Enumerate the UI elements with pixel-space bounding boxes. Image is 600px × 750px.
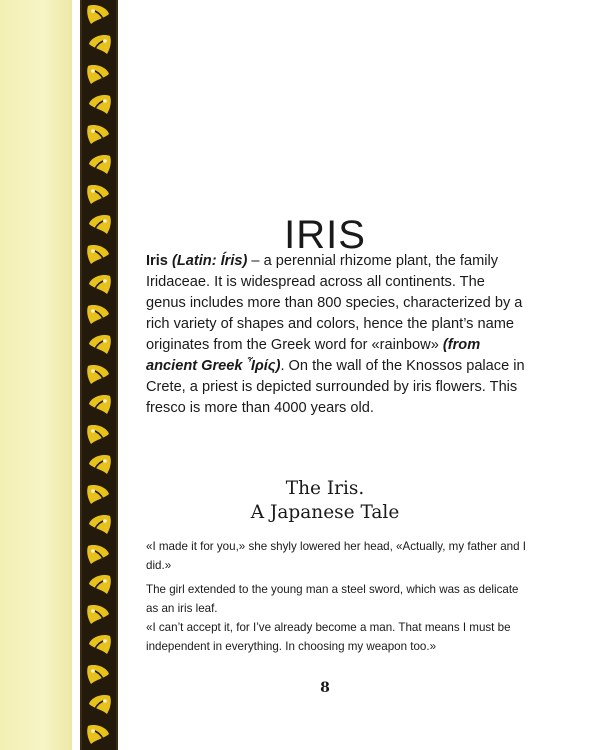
iris-ornament-motif (89, 455, 111, 474)
iris-ornament-motif (87, 185, 109, 204)
iris-ornament-motif (87, 425, 109, 444)
iris-ornament-motif (87, 65, 109, 84)
iris-ornament-motif (87, 485, 109, 504)
iris-ornament-motif (87, 545, 109, 564)
page-title: IRIS (284, 212, 366, 257)
iris-ornament-motif (87, 605, 109, 624)
intro-paragraph (146, 251, 526, 419)
iris-ornament-motif (89, 395, 111, 414)
iris-ornament-motif (89, 155, 111, 174)
iris-ornament-motif (89, 275, 111, 294)
page-edge (0, 0, 72, 750)
tale-title-line-2: A Japanese Tale (250, 502, 400, 523)
iris-ornament-motif (87, 725, 109, 744)
iris-ornament-motif (89, 515, 111, 534)
iris-ornament-motif (87, 305, 109, 324)
iris-ornament-motif (89, 215, 111, 234)
tale-paragraph-2: The girl extended to the young man a steel sword, which was as delicate as an iris leaf. (146, 583, 519, 615)
tale-paragraph-1: «I made it for you,» she shyly lowered her head, «Actually, my father and I did.» (146, 540, 527, 572)
iris-ornament-motif (87, 245, 109, 264)
tale-title (220, 477, 430, 525)
tale-paragraph-3: «I can’t accept it, for I’ve already become a man. That means I must be independent in everything. In choosing my weapon too.» (146, 621, 511, 653)
iris-ornament-motif (89, 635, 111, 654)
iris-ornament-icon (82, 0, 116, 750)
tale-title-line-1: The Iris. (285, 478, 365, 499)
intro-term: Iris (146, 253, 168, 269)
iris-ornament-motif (87, 125, 109, 144)
intro-latin-name: (Latin: Íris) (171, 253, 248, 269)
iris-ornament-motif (89, 95, 111, 114)
iris-ornament-motif (89, 35, 111, 54)
iris-ornament-motif (89, 335, 111, 354)
decorative-iris-border (80, 0, 118, 750)
iris-ornament-motif (89, 575, 111, 594)
intro-text-part-1: – a perennial rhizome plant, the family Iridaceae. It is widespread across all continents. The genus includes more than 800 species, characterized by a rich variety of shapes and colors, hence the plant’s name originates from the Greek word for «rainbow» (146, 253, 523, 353)
intro-text-part-2: . On the wall of the Knossos palace in Crete, a priest is depicted surrounded by iris flowers. This fresco is more than 4000 years old. (146, 358, 525, 416)
iris-ornament-motif (87, 5, 109, 24)
page-number: 8 (320, 680, 330, 696)
intro-greek-name: (from ancient Greek Ἶρίς) (146, 337, 481, 374)
iris-ornament-motif (87, 365, 109, 384)
iris-ornament-motif (87, 665, 109, 684)
iris-ornament-motif (89, 695, 111, 714)
